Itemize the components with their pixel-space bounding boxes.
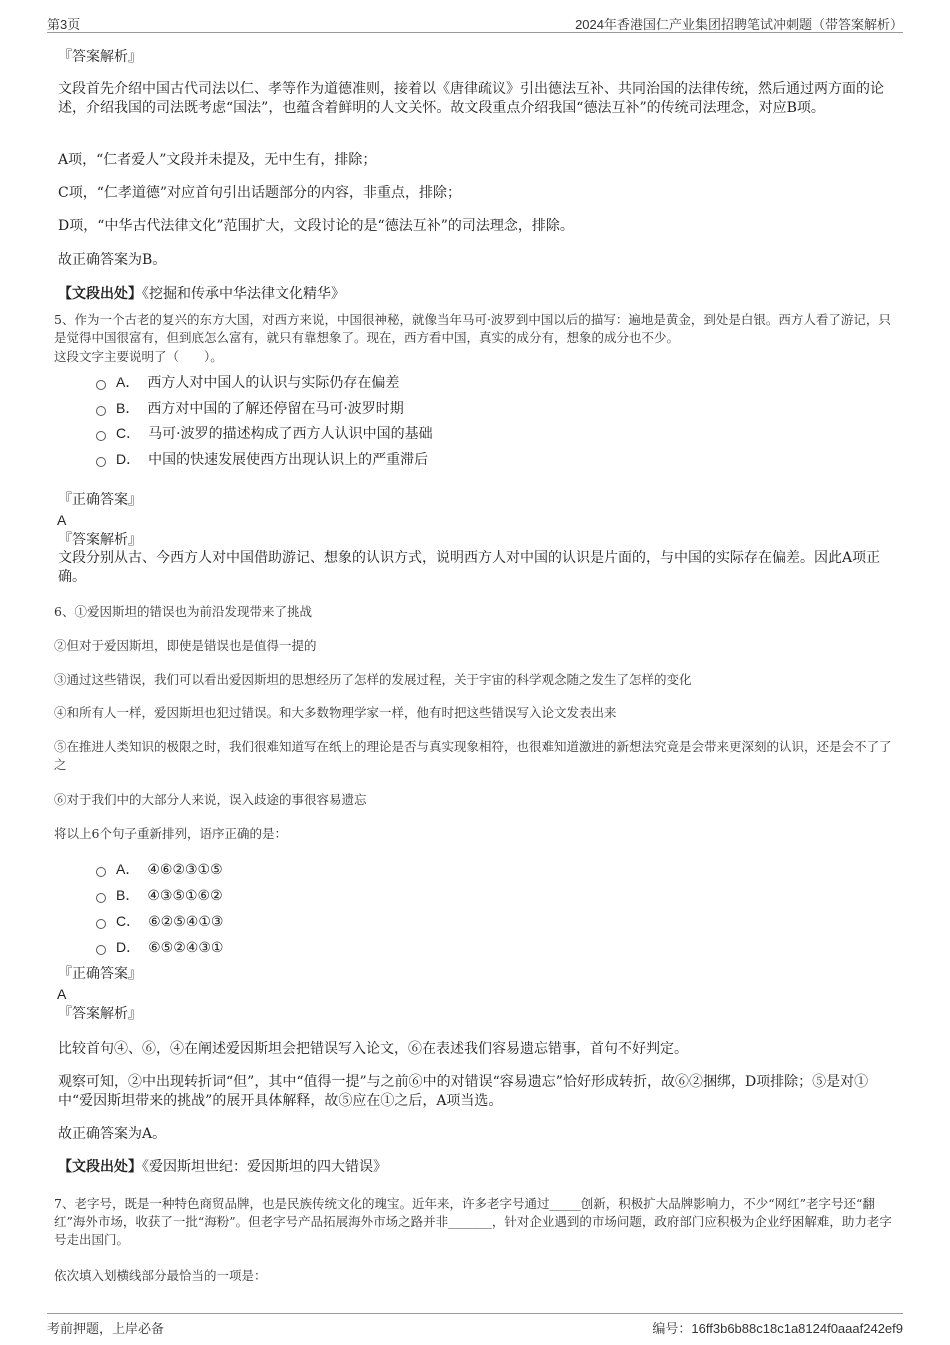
q6-source-title: 《爱因斯坦世纪：爱因斯坦的四大错误》 — [142, 1159, 387, 1175]
page-header — [47, 12, 903, 33]
q6-answer-label: 『正确答案』 — [58, 966, 142, 982]
q4-source-label: 【文段出处】 — [58, 286, 142, 302]
q6-source-label: 【文段出处】 — [58, 1159, 142, 1175]
q5-analysis: 文段分别从古、今西方人对中国借助游记、想象的认识方式，说明西方人对中国的认识是片面的，与中国的实际存在偏差。因此A项正确。 — [58, 550, 881, 585]
q4-analysis-p4: D项，“中华古代法律文化”范围扩大，文段讨论的是“德法互补”的司法理念，排除。 — [58, 218, 574, 234]
q6-sentence-3: ③通过这些错误，我们可以看出爱因斯坦的思想经历了怎样的发展过程，关于宇宙的科学观念随之发生了怎样的变化 — [54, 672, 692, 687]
q6-sentence-5: ⑤在推进人类知识的极限之时，我们很难知道写在纸上的理论是否与真实现象相符，也很难知道激进的新想法究竟是会带来更深刻的认识，还是会不了了之 — [54, 739, 892, 772]
q5-option-a[interactable]: A． 西方人对中国人的认识与实际仍存在偏差 — [96, 372, 399, 393]
q4-source — [58, 284, 345, 304]
radio-button-icon[interactable] — [96, 919, 106, 929]
radio-button-icon[interactable] — [96, 406, 106, 416]
radio-button-icon[interactable] — [96, 867, 106, 877]
q6-option-d[interactable]: D． ⑥⑤②④③① — [96, 937, 223, 958]
q7-stem: 7、老字号，既是一种特色商贸品牌，也是民族传统文化的瑰宝。近年来，许多老字号通过_____创新，积极扩大品牌影响力，不少“网红”老字号还“翻红”海外市场，收获了一批“海粉”。但老字号产品拓展海外市场之路并非_______，针对企业遇到的市场问题，政府部门应积极为企业纾困解难，助力老字号走出国门。 — [54, 1196, 892, 1247]
q5-question: 这段文字主要说明了（ ）。 — [54, 349, 223, 364]
q6-analysis-p3: 故正确答案为A。 — [58, 1126, 167, 1142]
q4-source-title: 《挖掘和传承中华法律文化精华》 — [142, 286, 345, 302]
radio-button-icon[interactable] — [96, 893, 106, 903]
q5-option-d[interactable]: D． 中国的快速发展使西方出现认识上的严重滞后 — [96, 449, 428, 470]
q5-answer: A — [57, 512, 67, 528]
q6-sentence-6: ⑥对于我们中的大部分人来说，误入歧途的事很容易遗忘 — [54, 792, 367, 807]
q6-source — [58, 1157, 387, 1177]
q6-option-a[interactable]: A． ④⑥②③①⑤ — [96, 859, 223, 880]
q6-sentence-2: ②但对于爱因斯坦，即使是错误也是值得一提的 — [54, 638, 317, 653]
page-number: 第3页 — [47, 17, 81, 32]
footer-slogan: 考前押题，上岸必备 — [47, 1321, 165, 1336]
radio-button-icon[interactable] — [96, 380, 106, 390]
q4-analysis-p2: A项，“仁者爱人”文段并未提及，无中生有，排除； — [58, 152, 377, 168]
q6-answer: A — [57, 986, 67, 1002]
q6-sentence-1: 6、①爱因斯坦的错误也为前沿发现带来了挑战 — [54, 604, 312, 619]
q5-stem: 5、作为一个古老的复兴的东方大国，对西方来说，中国很神秘，就像当年马可·波罗到中国以后的描写：遍地是黄金，到处是白银。西方人看了游记，只是觉得中国很富有，但到底怎么富有，就只有靠想象了。现在，西方看中国，真实的成分有，想象的成分也不少。 — [54, 312, 891, 345]
q6-option-c[interactable]: C． ⑥②⑤④①③ — [96, 911, 223, 932]
q6-sentence-4: ④和所有人一样，爱因斯坦也犯过错误。和大多数物理学家一样，他有时把这些错误写入论文发表出来 — [54, 705, 617, 720]
q5-option-b[interactable]: B． 西方对中国的了解还停留在马可·波罗时期 — [96, 398, 404, 419]
q6-question: 将以上6个句子重新排列，语序正确的是： — [54, 826, 287, 841]
q6-analysis-label: 『答案解析』 — [58, 1006, 142, 1022]
q6-option-b[interactable]: B． ④③⑤①⑥② — [96, 885, 223, 906]
q5-analysis-label: 『答案解析』 — [58, 532, 142, 548]
page-footer — [47, 1313, 903, 1340]
q6-analysis-p2: 观察可知，②中出现转折词“但”，其中“值得一提”与之前⑥中的对错误“容易遗忘”恰好形成转折，故⑥②捆绑，D项排除；⑤是对①中“爱因斯坦带来的挑战”的展开具体解释，故⑤应在①之后，A项当选。 — [58, 1074, 869, 1109]
radio-button-icon[interactable] — [96, 945, 106, 955]
q4-analysis-label: 『答案解析』 — [58, 49, 142, 65]
q4-analysis-p3: C项，“仁孝道德”对应首句引出话题部分的内容，非重点，排除； — [58, 185, 462, 201]
radio-button-icon[interactable] — [96, 431, 106, 441]
radio-button-icon[interactable] — [96, 457, 106, 467]
document-title: 2024年香港国仁产业集团招聘笔试冲刺题（带答案解析） — [575, 17, 903, 32]
q6-analysis-p1: 比较首句④、⑥，④在阐述爱因斯坦会把错误写入论文，⑥在表述我们容易遗忘错事，首句不好判定。 — [58, 1041, 688, 1057]
q4-analysis-p5: 故正确答案为B。 — [58, 252, 167, 268]
q7-question: 依次填入划横线部分最恰当的一项是： — [54, 1268, 267, 1283]
q4-analysis-p1: 文段首先介绍中国古代司法以仁、孝等作为道德准则，接着以《唐律疏议》引出德法互补、共同治国的法律传统，然后通过两方面的论述，介绍我国的司法既考虑“国法”，也蕴含着鲜明的人文关怀。故文段重点介绍我国“德法互补”的传统司法理念，对应B项。 — [58, 81, 884, 116]
q5-option-c[interactable]: C． 马可·波罗的描述构成了西方人认识中国的基础 — [96, 423, 433, 444]
footer-serial-number: 编号：16ff3b6b88c18c1a8124f0aaaf242ef9 — [652, 1321, 903, 1336]
q5-answer-label: 『正确答案』 — [58, 492, 142, 508]
